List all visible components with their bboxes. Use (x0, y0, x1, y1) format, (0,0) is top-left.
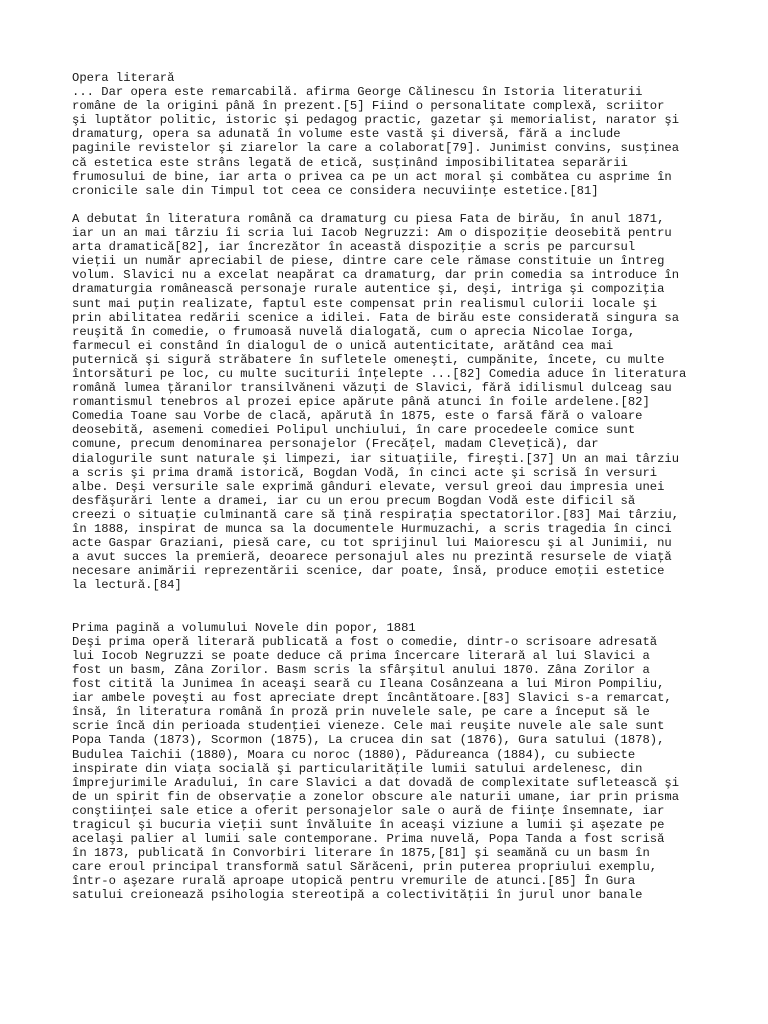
text-line: conştiinţei sale etice a oferit personajelor sale o aură de fiinţe însemnate, iar (72, 803, 665, 818)
text-line: române de la origini până în prezent.[5] Fiind o personalitate complexă, scriitor (72, 99, 665, 114)
text-line: prin abilitatea redării scenice a idilei. Fata de birău este considerată singura sa (72, 310, 680, 325)
paragraph-gap (72, 592, 712, 620)
section-dramaturgie (72, 212, 712, 593)
text-line: paginile revistelor şi ziarelor la care a colaborat[79]. Junimist convins, susţinea (72, 141, 680, 156)
text-line: volum. Slavici nu a excelat neapărat ca dramaturg, dar prin comedia sa introduce în (72, 268, 680, 283)
text-line: sunt mai puţin realizate, faptul este compensat prin realismul culorii locale şi (72, 296, 658, 311)
text-line: frumosului de bine, iar arta o privea ca pe un act moral şi combătea cu asprime în (72, 169, 672, 184)
text-line: satului creionează psihologia stereotipă a colectivităţii în jurul unor banale (72, 888, 643, 903)
text-line: întorsături pe loc, cu multe suciturii înţelepte ...[82] Comedia aduce în literatura (72, 366, 687, 381)
text-line: iar un an mai târziu îi scria lui Iacob Negruzzi: Am o dispoziţie deosebită pentru (72, 226, 672, 241)
text-line: A debutat în literatura română ca dramaturg cu piesa Fata de birău, în anul 1871, (72, 211, 665, 226)
text-line: scrie încă din perioada studenţiei vieneze. Cele mai reuşite nuvele ale sale sunt (72, 719, 665, 734)
text-line: tragicul şi bucuria vieţii sunt învăluite în aceaşi viziune a lumii şi aşezate pe (72, 817, 665, 832)
text-line: însă, în literatura română în proză prin nuvelele sale, pe care a început să le (72, 705, 650, 720)
section-proza (72, 621, 712, 903)
text-line: Popa Tanda (1873), Scormon (1875), La crucea din sat (1876), Gura satului (1878), (72, 733, 665, 748)
text-line: creezi o situaţie culminantă care să ţină respiraţia spectatorilor.[83] Mai târziu, (72, 507, 680, 522)
text-line: într-o aşezare rurală aproape utopică pentru vremurile de atunci.[85] În Gura (72, 874, 636, 889)
text-line: lui Iocob Negruzzi se poate deduce că prima încercare literară al lui Slavici a (72, 648, 650, 663)
text-line: care eroul principal transformă satul Sărăceni, prin puterea propriului exemplu, (72, 860, 658, 875)
text-line: a avut succes la premieră, deoarece personajul ales nu prezintă resursele de viaţă (72, 550, 672, 565)
text-line: romantismul tenebros al prozei epice apărute până atunci în foile ardelene.[82] (72, 395, 650, 410)
text-line: Budulea Taichii (1880), Moara cu noroc (1880), Pădureanca (1884), cu subiecte (72, 747, 636, 762)
text-line: puternică şi sigură străbatere în sufletele omeneşti, cumpănite, încete, cu multe (72, 352, 665, 367)
paragraph-gap (72, 198, 712, 212)
text-line: Deşi prima operă literară publicată a fost o comedie, dintr-o scrisoare adresată (72, 634, 658, 649)
text-line: şi luptător politic, istoric şi pedagog practic, gazetar şi memorialist, narator şi (72, 113, 680, 128)
text-line: la lectură.[84] (72, 578, 182, 593)
text-line: Comedia Toane sau Vorbe de clacă, apărută în 1875, este o farsă fără o valoare (72, 409, 643, 424)
text-line: dramaturgia românească personaje rurale autentice şi, deşi, intriga şi compoziţia (72, 282, 665, 297)
text-line: Opera literară (72, 71, 175, 85)
text-line: cronicile sale din Timpul tot ceea ce considera necuviinţe estetice.[81] (72, 183, 599, 198)
text-line: de un spirit fin de observaţie a zonelor obscure ale naturii umane, iar prin prisma (72, 789, 680, 804)
text-line: desfăşurări lente a dramei, iar cu un erou precum Bogdan Vodă este dificil să (72, 493, 636, 508)
text-line: română lumea ţăranilor transilvăneni văzuţi de Slavici, fără idilismul dulceag sau (72, 381, 672, 396)
text-line: inspirate din viaţa socială şi particularităţile lumii satului ardelenesc, din (72, 761, 643, 776)
section-opera-literara (72, 71, 712, 198)
text-line: Prima pagină a volumului Novele din popor, 1881 (72, 620, 416, 635)
text-line: albe. Deşi versurile sale exprimă gânduri elevate, versul greoi dau impresia unei (72, 479, 665, 494)
text-line: necesare animării reprezentării scenice, dar poate, însă, produce emoţii estetice (72, 564, 665, 579)
text-line: a scris şi prima dramă istorică, Bogdan Vodă, în cinci acte şi scrisă în versuri (72, 465, 658, 480)
text-line: împrejurimile Aradului, în care Slavici a dat dovadă de complexitate sufletească şi (72, 775, 680, 790)
text-line: acte Gaspar Graziani, piesă care, cu tot sprijinul lui Maiorescu şi al Junimii, nu (72, 536, 672, 551)
text-line: arta dramatică[82], iar încrezător în această dispoziţie a scris pe parcursul (72, 240, 636, 255)
text-line: în 1888, inspirat de munca sa la documentele Hurmuzachi, a scris tragedia în cinci (72, 522, 672, 536)
text-line: ... Dar opera este remarcabilă. afirma George Călinescu în Istoria literaturii (72, 85, 643, 100)
text-line: reuşită în comedie, o frumoasă nuvelă dialogată, cum o aprecia Nicolae Iorga, (72, 324, 636, 339)
text-line: farmecul ei constând în dialogul de o unică autenticitate, arătând cea mai (72, 338, 614, 353)
text-line: deosebită, asemeni comediei Polipul unchiului, în care procedeele comice sunt (72, 423, 636, 438)
text-line: în 1873, publicată în Convorbiri literare în 1875,[81] şi seamănă cu un basm în (72, 846, 650, 861)
text-line: vieţii un număr apreciabil de piese, dintre care cele rămase constituie un întreg (72, 254, 665, 269)
text-line: comune, precum denominarea personajelor (Frecăţel, madam Cleveţică), dar (72, 437, 599, 452)
text-line: fost un basm, Zâna Zorilor. Basm scris la sfârşitul anului 1870. Zâna Zorilor a (72, 662, 650, 677)
document-page (72, 71, 712, 903)
text-line: acelaşi palier al lumii sale contemporane. Prima nuvelă, Popa Tanda a fost scrisă (72, 832, 665, 847)
text-line: dramaturg, opera sa adunată în volume este vastă şi diversă, fără a include (72, 127, 621, 142)
text-line: fost citită la Junimea în aceaşi seară cu Ileana Cosânzeana a lui Miron Pompiliu, (72, 677, 665, 692)
text-line: dialogurile sunt naturale şi limpezi, iar situaţiile, fireşti.[37] Un an mai târziu (72, 451, 680, 466)
text-line: iar ambele poveşti au fost apreciate drept încântătoare.[83] Slavici s-a remarcat, (72, 691, 672, 706)
text-line: că estetica este strâns legată de etică, susţinând imposibilitatea separării (72, 155, 628, 170)
